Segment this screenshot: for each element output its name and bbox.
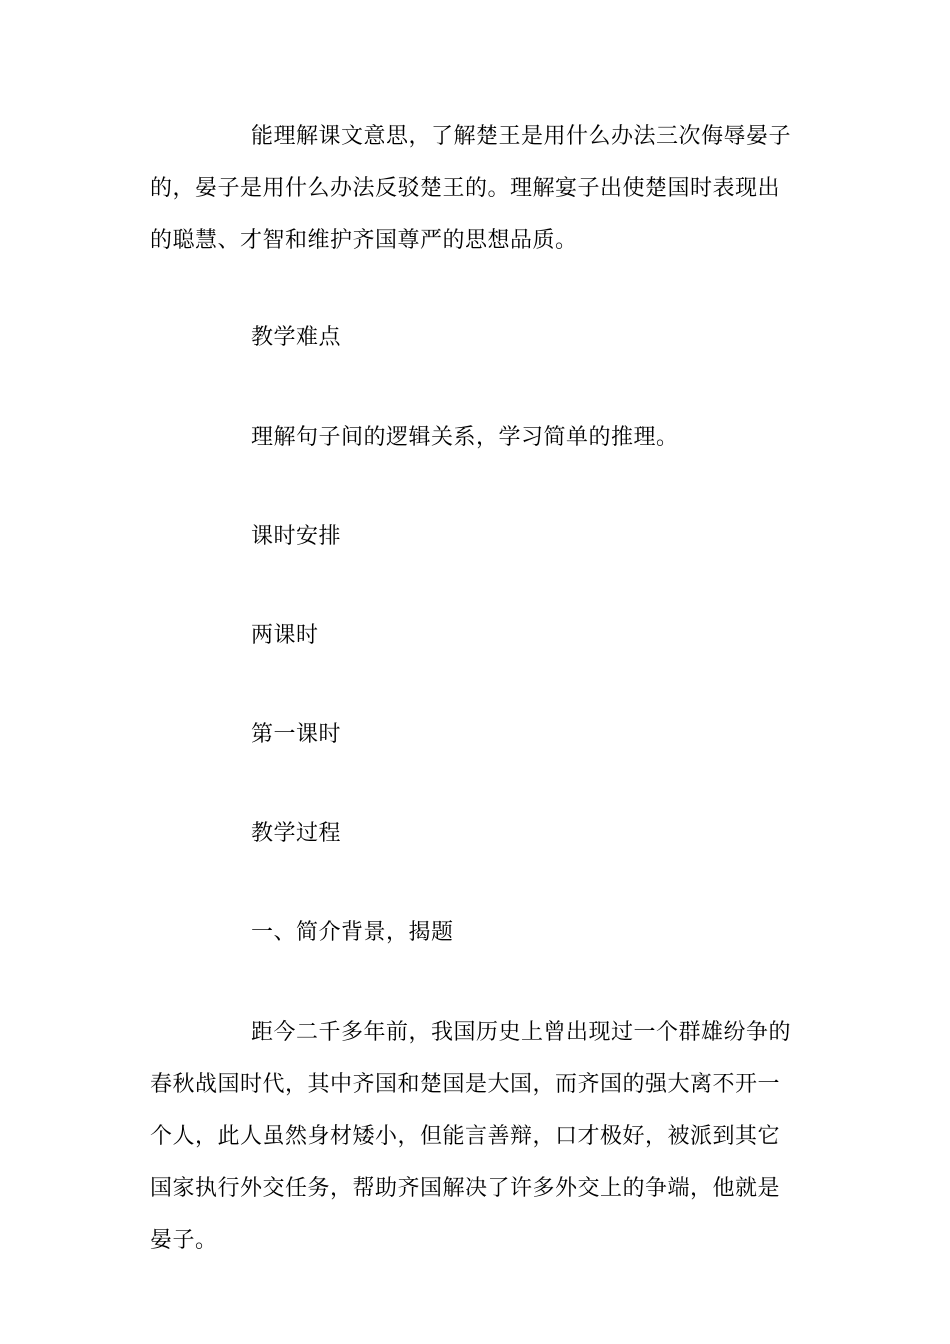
heading-first-lesson: 第一课时 [251, 722, 342, 747]
schedule-paragraph: 两课时 [251, 623, 319, 648]
background-paragraph: 距今二千多年前，我国历史上曾出现过一个群雄纷争的春秋战国时代，其中齐国和楚国是大国，而齐国的强大离不开一个人，此人虽然身材矮小，但能言善辩，口才极好，被派到其它国家执行外交任务，帮助齐国解决了许多外交上的争端，他就是晏子。 [150, 1020, 792, 1253]
section-heading-background: 一、简介背景，揭题 [251, 920, 454, 945]
difficulty-paragraph: 理解句子间的逻辑关系，学习简单的推理。 [251, 425, 679, 450]
heading-teaching-process: 教学过程 [251, 821, 342, 846]
heading-lesson-schedule: 课时安排 [251, 524, 342, 549]
heading-teaching-difficulty: 教学难点 [251, 325, 342, 350]
objective-paragraph: 能理解课文意思，了解楚王是用什么办法三次侮辱晏子的，晏子是用什么办法反驳楚王的。理解宴子出使楚国时表现出的聪慧、才智和维护齐国尊严的思想品质。 [150, 124, 792, 253]
